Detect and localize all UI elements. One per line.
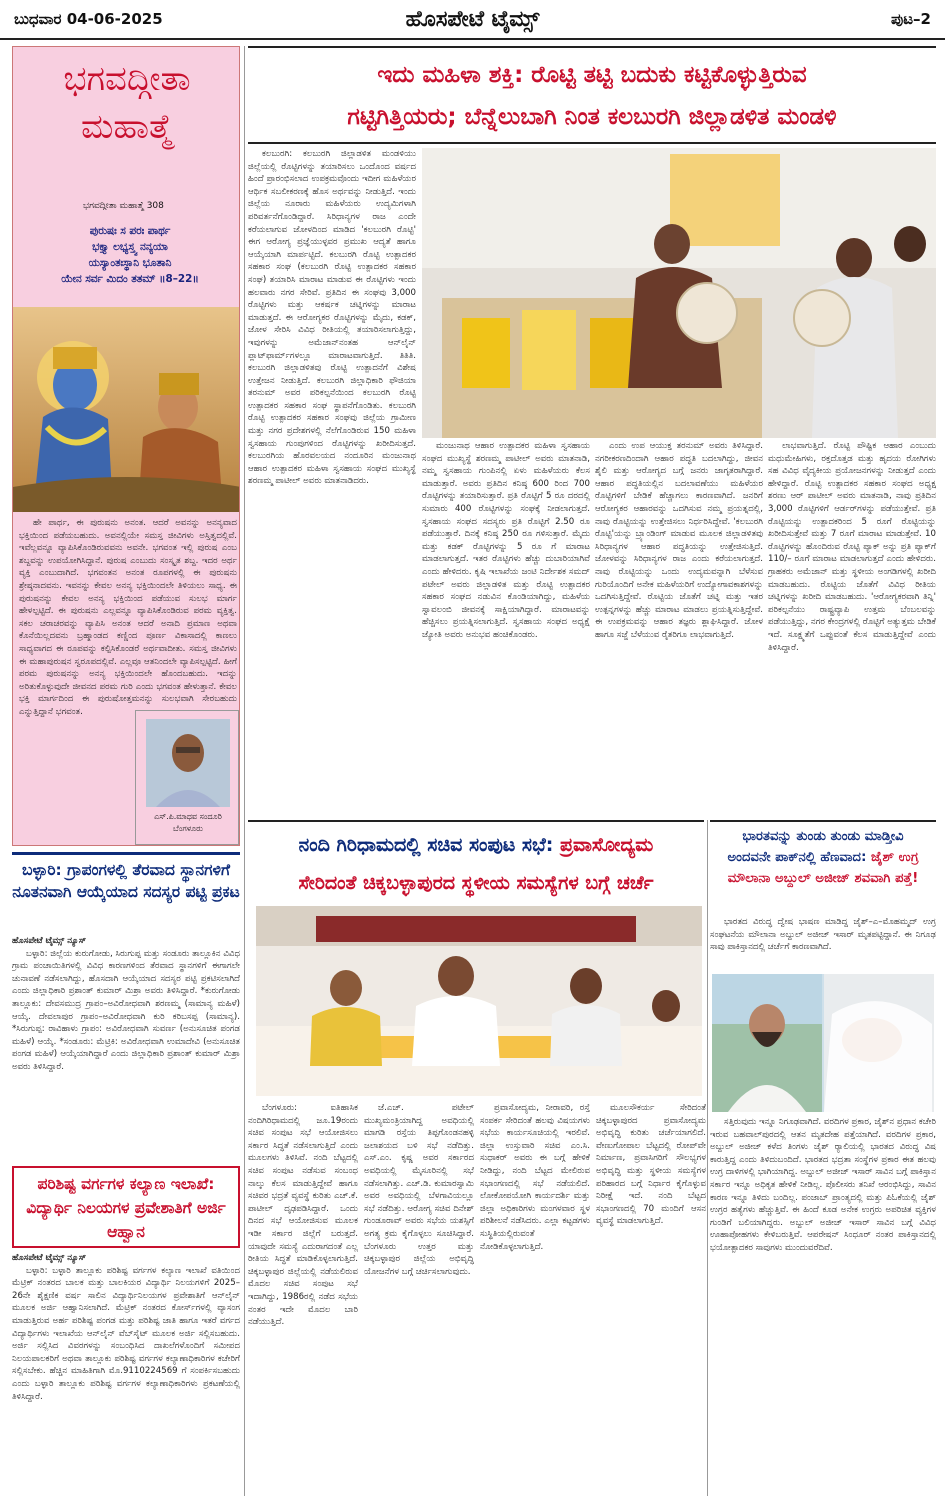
cabinet-meeting-photo (256, 906, 702, 1096)
lead-column-4: ಲಾಭವಾಗುತ್ತಿದೆ. ರೊಟ್ಟಿ ಪೌಷ್ಟಿಕ ಆಹಾರ ಎಂಬುದು ಮಧುಮೇಹಿಗಳು, ರಕ್ತದೊತ್ತಡ ಮತ್ತು ಹೃದಯ ರೋಗಿಗಳು ಸಹ ವಿವಿಧ ವೈದ್ಯಕೀಯ ಪ್ರಯೋಜನಗಳನ್ನು ನೀಡುತ್ತದೆ ಎಂದು ಹೇಳಿದ್ದಾರೆ. ರೊಟ್ಟಿ ಉತ್ಪಾದಕರ ಸಹಕಾರ ಸಂಘದ ಅಧ್ಯಕ್ಷ ಶರಣು ಆರ್ ಪಾಟೀಲ್ ಅವರು ಮಾತನಾಡಿ, ನಾವು ಪ್ರತಿದಿನ 3,000 ರೊಟ್ಟಿಗಳಿಗೆ ಆರ್ಡರ್‌ಗಳನ್ನು ಪಡೆಯುತ್ತೇವೆ. ಪ್ರತಿ ರೊಟ್ಟಿಯನ್ನು ಉತ್ಪಾದಕರಿಂದ 5 ರೂಗೆ ರೊಟ್ಟಿಯನ್ನು ಖರೀದಿಸುತ್ತೇವೆ ಮತ್ತು 7 ರೂಗೆ ಮಾರಾಟ ಮಾಡುತ್ತೇವೆ. 10 ರೊಟ್ಟಿಗಳನ್ನು ಹೊಂದಿರುವ ರೊಟ್ಟಿ ಪ್ಯಾಕ್ ಅನ್ನು ಪ್ರತಿ ಪ್ಯಾಕ್‌ಗೆ 110/– ರೂಗೆ ಮಾರಾಟ ಮಾಡಲಾಗುತ್ತದೆ ಎಂದು ಹೇಳಿದರು. ಗ್ರಾಹಕರು ಅಮೆಜಾನ್ ಮತ್ತು ಸ್ಥಳೀಯ ಅಂಗಡಿಗಳಲ್ಲಿ ಖರೀದಿ ಮಾಡಬಹುದು. ರೊಟ್ಟಿಯ ಜೊತೆಗೆ ವಿವಿಧ ರೀತಿಯ ಚಟ್ನಿಗಳನ್ನು ಖರೀದಿ ಮಾಡಬಹುದು. 'ಆರೋಗ್ಯಕರವಾಗಿ ತಿನ್ನಿ' ಪರಿಕಲ್ಪನೆಯು ರಾಷ್ಟ್ರವ್ಯಾಪಿ ಉತ್ತಮ ಬೆಂಬಲವನ್ನು ಪಡೆಯುತ್ತಿದ್ದು, ನಗರ ಕೇಂದ್ರಗಳಲ್ಲಿ ರೊಟ್ಟಿಗೆ ಅತ್ಯುತ್ತಮ ಬೇಡಿಕೆ ಇದೆ. ಸೂಕ್ಷ್ಮತೆಗೆ ಒಪ್ಪುವಂತೆ ಕೆಲಸ ಮಾಡುತ್ತಿದ್ದೇವೆ ಎಂದು ತಿಳಿಸಿದ್ದಾರೆ. (768, 441, 936, 653)
ballari-body: ಹೊಸಪೇಟೆ ಟೈಮ್ಸ್ ನ್ಯೂಸ್ ಬಳ್ಳಾರಿ: ಜಿಲ್ಲೆಯ ಕುರುಗೋಡು, ಸಿರುಗುಪ್ಪ ಮತ್ತು ಸಂಡೂರು ತಾಲ್ಲೂಕಿನ ವಿವಿಧ ಗ್ರಾಮ ಪಂಚಾಯಿತಿಗಳಲ್ಲಿ ವಿವಿಧ ಕಾರಣಗಳಿಂದ ತೆರವಾದ ಸ್ಥಾನಗಳಿಗೆ ಈಗಾಗಲೇ ಚುನಾವಣೆ ನಡೆಸಲಾಗಿದ್ದು, ಹೊಸದಾಗಿ ಆಯ್ಕೆಯಾದ ಸದಸ್ಯರ ಪಟ್ಟಿ ಪ್ರಕಟಿಸಲಾಗಿದೆ ಎಂದು ಜಿಲ್ಲಾಧಿಕಾರಿ ಪ್ರಶಾಂತ್ ಕುಮಾರ್ ಮಿಶ್ರಾ ಅವರು ತಿಳಿಸಿದ್ದಾರೆ. *ಕುರುಗೋಡು ತಾಲ್ಲೂಕು: ದೇವಸಮುದ್ರ ಗ್ರಾಪಂ–ಅವಿರೋಧವಾಗಿ ಶರಣಮ್ಮ (ಸಾಮಾನ್ಯ ಮಹಿಳೆ) ಆಯ್ಕೆ. ದೇವಲಾಪುರ ಗ್ರಾಪಂ–ಅವಿರೋಧವಾಗಿ ಕುರಿ ಕರಿಬಸಪ್ಪ (ಸಾಮಾನ್ಯ). *ಸಿರುಗುಪ್ಪ: ರಾವಿಹಾಳು ಗ್ರಾಪಂ: ಅವಿರೋಧವಾಗಿ ಸುವರ್ಣ (ಅನುಸೂಚಿತ ಪಂಗಡ ಮಹಿಳೆ) ಆಯ್ಕೆ. *ಸಂಡೂರು: ಮೆಟ್ರಿಕಿ: ಅವಿರೋಧವಾಗಿ ಉಮಾದೇವಿ (ಅನುಸೂಚಿತ ಪಂಗಡ ಮಹಿಳೆ) ಆಯ್ಕೆಯಾಗಿದ್ದಾರೆ ಎಂದು ಜಿಲ್ಲಾಧಿಕಾರಿ ಪ್ರಶಾಂತ್ ಕುಮಾರ್ ಮಿಶ್ರಾ ಅವರು ತಿಳಿಸಿದ್ದಾರೆ. (12, 936, 240, 1072)
lead-headline: ಇದು ಮಹಿಳಾ ಶಕ್ತಿ: ರೊಟ್ಟಿ ತಟ್ಟಿ ಬದುಕು ಕಟ್ಟಿಕೊಳ್ಳುತ್ತಿರುವ ಗಟ್ಟಿಗಿತ್ತಿಯರು; ಬೆನ್ನೆಲುಬಾಗಿ ನಿಂತ ಕಲಬುರಗಿ ಜಿಲ್ಲಾಡಳಿತ ಮಂಡಳಿ (248, 46, 936, 144)
lead-column-1: ಕಲಬುರಗಿ: ಕಲಬುರಗಿ ಜಿಲ್ಲಾಡಳಿತ ಮಂಡಳಿಯು ಜಿಲ್ಲೆಯಲ್ಲಿ ರೊಟ್ಟಿಗಳನ್ನು ತಯಾರಿಸಲು ಒಂದೊಂದ ವರ್ಷದ ಹಿಂದೆ ಪ್ರಾರಂಭಿಸಲಾದ ಉಪಕ್ರಮವೊಂದು ಇದೀಗ ಮಹಿಳೆಯರ ಆರ್ಥಿಕ ಸಬಲೀಕರಣಕ್ಕೆ ಹೊಸ ಅರ್ಥವನ್ನು ನೀಡುತ್ತಿದೆ. ಇಂದು ಜಿಲ್ಲೆಯ ನೂರಾರು ಮಹಿಳೆಯರು ಉದ್ಯಮಿಗಳಾಗಿ ಪರಿವರ್ತನೆಗೊಂಡಿದ್ದಾರೆ. ಸಿರಿಧಾನ್ಯಗಳ ರಾಜ ಎಂದೇ ಕರೆಯಲಾಗುವ ಜೋಳದಿಂದ ಮಾಡಿದ 'ಕಲಬುರಗಿ ರೊಟ್ಟಿ' ಈಗ ಆರೋಗ್ಯ ಪ್ರಜ್ಞೆಯುಳ್ಳವರ ಪ್ರಮುಖ ಆದ್ಯತೆ ಹಾಗೂ ಆಯ್ಕೆಯಾಗಿ ಮಾರ್ಪಟ್ಟಿದೆ. ಕಲಬುರಗಿ ರೊಟ್ಟಿ ಉತ್ಪಾದಕರ ಸಹಕಾರ ಸಂಘ (ಕಲಬುರಗಿ ರೊಟ್ಟಿ ಉತ್ಪಾದಕರ ಸಹಕಾರ ಸಂಘ) ತಯಾರಿಸಿ ಮಾರಾಟ ಮಾಡುವ ಈ ರೊಟ್ಟಿಗಳು ಇಂದು ಹಲವಾರು ನಗರ ಸೇರಿವೆ. ಪ್ರತಿದಿನ ಈ ಸಂಘವು 3,000 ರೊಟ್ಟಿಗಳು ಮತ್ತು ಆಕರ್ಷಕ ಚಟ್ನಿಗಳನ್ನು ಮಾರಾಟ ಮಾಡುತ್ತದೆ. ಈ ಆರೋಗ್ಯಕರ ರೊಟ್ಟಿಗಳನ್ನು ಮೈದು, ಕಡಕ್, ಜೋಳ ಸೇರಿಸಿ ವಿವಿಧ ರೀತಿಯಲ್ಲಿ ತಯಾರಿಸಲಾಗುತ್ತಿದ್ದು, ಇವುಗಳನ್ನು ಅಮೆಜಾನ್‌ನಂತಹ ಆನ್‌ಲೈನ್ ಪ್ಲಾಟ್‌ಫಾರ್ಮ್‌ಗಳಲ್ಲೂ ಮಾರಾಟವಾಗುತ್ತಿದೆ. ತಿತಿತಿ. ಕಲಬುರಗಿ ಜಿಲ್ಲಾಡಳಿತವು ರೊಟ್ಟಿ ಉತ್ಪಾದನೆಗೆ ವಿಶೇಷ ಉತ್ತೇಜನ ನೀಡುತ್ತಿದೆ. ಕಲಬುರಗಿ ಜಿಲ್ಲಾಧಿಕಾರಿ ಫೌಜಿಯಾ ತರನುಮ್ ಅವರ ಪರಿಕಲ್ಪನೆಯಿಂದ ಕಲಬುರಗಿ ರೊಟ್ಟಿ ಉತ್ಪಾದಕರ ಸಹಕಾರ ಸಂಘ ಸ್ಥಾಪನೆಗೊಂಡಿತು. ಕಲಬುರಗಿ ರೊಟ್ಟಿ ಉತ್ಪಾದಕರ ಸಹಕಾರ ಸಂಘವು ಜಿಲ್ಲೆಯ ಗ್ರಾಮೀಣ ಮತ್ತು ನಗರ ಪ್ರದೇಶಗಳಲ್ಲಿ ನೆಲೆಗೊಂಡಿರುವ 150 ಮಹಿಳಾ ಸ್ವಸಹಾಯ ಗುಂಪುಗಳಿಂದ ರೊಟ್ಟಿಗಳನ್ನು ಖರೀದಿಸುತ್ತದೆ. ಕಲಬುರಗಿಯ ಹೊರವಲಯದ ನಂದೂರಿನ ಮಂಜುನಾಥ ಆಹಾರ ಉತ್ಪಾದಕರ ಮಹಿಳಾ ಸ್ವಸಹಾಯ ಸಂಘದ ಮುಖ್ಯಸ್ಥೆ ಶರಣಮ್ಮ ಪಾಟೀಲ್ ಅವರು ಮಾತನಾಡಿದರು. (248, 149, 416, 487)
gita-title: ಭಗವದ್ಗೀತಾ ಮಹಾತ್ಮೆ (63, 59, 191, 147)
krishna-arjuna-illustration (13, 307, 240, 512)
nandi-column-4: ಮೂಲಸೌಕರ್ಯ ಸೇರಿದಂತೆ ಚಿಕ್ಕಬಳ್ಳಾಪುರದ ಪ್ರವಾಸೋದ್ಯಮ ಅಭಿವೃದ್ಧಿ ಕುರಿತು ಚರ್ಚೆಯಾಗಲಿದೆ. ವೇಣುಗೋಪಾಲ ಬೆಟ್ಟದಲ್ಲಿ ರೋಪ್‌ವೇ ನಿರ್ಮಾಣ, ಪ್ರವಾಸಿಗರಿಗೆ ಸೌಲಭ್ಯಗಳ ಅಭಿವೃದ್ಧಿ ಮತ್ತು ಸ್ಥಳೀಯ ಸಮಸ್ಯೆಗಳ ಪರಿಹಾರದ ಬಗ್ಗೆ ನಿರ್ಧಾರ ಕೈಗೊಳ್ಳುವ ನಿರೀಕ್ಷೆ ಇದೆ. ನಂದಿ ಬೆಟ್ಟದ ಸಭಾಂಗಣದಲ್ಲಿ 70 ಮಂದಿಗೆ ಆಸನ ವ್ಯವಸ್ಥೆ ಮಾಡಲಾಗುತ್ತಿದೆ. (596, 1103, 706, 1227)
jaish-intro: ಭಾರತದ ವಿರುದ್ಧ ದ್ವೇಷ ಭಾಷಣ ಮಾಡಿದ್ದ ಜೈಶ್–ಎ–ಮೊಹಮ್ಮದ್ ಉಗ್ರ ಸಂಘಟನೆಯ ಮೌಲಾನಾ ಅಬ್ದುಲ್ ಅಜೀಜ್ ಇಸಾರ್ ಮೃತಪಟ್ಟಿದ್ದಾನೆ. ಈ ನಿಗೂಢ ಸಾವು ಪಾಕಿಸ್ತಾನದಲ್ಲಿ ಚರ್ಚೆಗೆ ಕಾರಣವಾಗಿದೆ. (710, 917, 936, 953)
masthead (0, 0, 945, 40)
ballari-byline: ಹೊಸಪೇಟೆ ಟೈಮ್ಸ್ ನ್ಯೂಸ್ (12, 936, 87, 946)
parishista-byline: ಹೊಸಪೇಟೆ ಟೈಮ್ಸ್ ನ್ಯೂಸ್ (12, 1253, 87, 1263)
gita-column (12, 46, 240, 846)
author-box (135, 710, 239, 845)
gita-subtitle: ಭಗವದ್ಗೀತಾ ಮಹಾತ್ಮೆ 308 (83, 201, 164, 211)
ballari-headline: ಬಳ್ಳಾರಿ: ಗ್ರಾಪಂಗಳಲ್ಲಿ ತೆರವಾದ ಸ್ಥಾನಗಳಿಗೆ ನೂತನವಾಗಿ ಆಯ್ಕೆಯಾದ ಸದಸ್ಯರ ಪಟ್ಟಿ ಪ್ರಕಟ (12, 852, 240, 903)
nandi-column-3: ಪ್ರವಾಸೋದ್ಯಮ, ನೀರಾವರಿ, ರಸ್ತೆ ಸಂಪರ್ಕ ಸೇರಿದಂತೆ ಹಲವು ವಿಷಯಗಳು ಸಭೆಯ ಕಾರ್ಯಸೂಚಿಯಲ್ಲಿ ಇರಲಿವೆ. ಜಿಲ್ಲಾ ಉಸ್ತುವಾರಿ ಸಚಿವ ಎಂ.ಸಿ. ಸುಧಾಕರ್ ಅವರು ಈ ಬಗ್ಗೆ ಹೇಳಿಕೆ ನೀಡಿದ್ದು, ನಂದಿ ಬೆಟ್ಟದ ಮೇಲಿರುವ ಸಭಾಂಗಣದಲ್ಲಿ ಸಭೆ ನಡೆಯಲಿದೆ. ಲೋಕೋಪಯೋಗಿ ಕಾರ್ಯದರ್ಶಿ ಮತ್ತು ಜಿಲ್ಲಾ ಅಧಿಕಾರಿಗಳು ಮಂಗಳವಾರ ಸ್ಥಳ ಪರಿಶೀಲನೆ ನಡೆಸಿದರು. ಎಲ್ಲಾ ಕಟ್ಟಡಗಳು ಸುಸ್ಥಿತಿಯಲ್ಲಿರುವಂತೆ ನೋಡಿಕೊಳ್ಳಲಾಗುತ್ತಿದೆ. (480, 1103, 590, 1252)
parishista-body: ಹೊಸಪೇಟೆ ಟೈಮ್ಸ್ ನ್ಯೂಸ್ ಬಳ್ಳಾರಿ: ಬಳ್ಳಾರಿ ತಾಲ್ಲೂಕು ಪರಿಶಿಷ್ಟ ವರ್ಗಗಳ ಕಲ್ಯಾಣ ಇಲಾಖೆ ವತಿಯಿಂದ ಮೆಟ್ರಿಕ್ ನಂತರದ ಬಾಲಕ ಮತ್ತು ಬಾಲಕಿಯರ ವಿದ್ಯಾರ್ಥಿ ನಿಲಯಗಳಿಗೆ 2025–26ನೇ ಶೈಕ್ಷಣಿಕ ವರ್ಷ ಸಾಲಿನ ವಿದ್ಯಾರ್ಥಿನಿಲಯಗಳ ಪ್ರವೇಶಾತಿಗೆ ಆನ್‌ಲೈನ್ ಮೂಲಕ ಅರ್ಜಿ ಆಹ್ವಾನಿಸಲಾಗಿದೆ. ಮೆಟ್ರಿಕ್ ನಂತರದ ಕೋರ್ಸ್‌ಗಳಲ್ಲಿ ವ್ಯಾಸಂಗ ಮಾಡುತ್ತಿರುವ ಅರ್ಹ ಪರಿಶಿಷ್ಟ ಪಂಗಡ ಮತ್ತು ಪರಿಶಿಷ್ಟ ಜಾತಿ ಹಾಗೂ ಇತರೆ ವರ್ಗದ ವಿದ್ಯಾರ್ಥಿಗಳು ಇಲಾಖೆಯ ಆನ್‌ಲೈನ್ ವೆಬ್‌ಸೈಟ್ ಮೂಲಕ ಅರ್ಜಿ ಸಲ್ಲಿಸಬಹುದು. ಅರ್ಜಿ ಸಲ್ಲಿಸಿದ ವಿವರಗಳನ್ನು ಸಂಬಂಧಿಸಿದ ದಾಖಲೆಗಳೊಂದಿಗೆ ಸಮೀಪದ ನಿಲಯಪಾಲಕರಿಗೆ ಅಥವಾ ತಾಲ್ಲೂಕು ಪರಿಶಿಷ್ಟ ವರ್ಗಗಳ ಕಲ್ಯಾಣಾಧಿಕಾರಿಗಳ ಕಚೇರಿಗೆ ಸಲ್ಲಿಸಬೇಕು. ಹೆಚ್ಚಿನ ಮಾಹಿತಿಗಾಗಿ ಮೊ.9110224569 ಗೆ ಸಂಪರ್ಕಿಸಬಹುದು ಎಂದು ಬಳ್ಳಾರಿ ತಾಲ್ಲೂಕು ಪರಿಶಿಷ್ಟ ವರ್ಗಗಳ ಕಲ್ಯಾಣಾಧಿಕಾರಿಗಳು ಪ್ರಕಟಣೆಯಲ್ಲಿ ತಿಳಿಸಿದ್ದಾರೆ. (12, 1253, 240, 1402)
author-name: ಎಸ್.ಪಿ.ಮಾಧವ ಸಂದೂರಿ ಬೆಂಗಳೂರು (154, 812, 222, 833)
jaish-photo (712, 974, 934, 1112)
author-photo (146, 719, 230, 807)
jaish-body: ಸತ್ತಿರುವುದು ಇನ್ನೂ ನಿಗೂಢವಾಗಿದೆ. ವರದಿಗಳ ಪ್ರಕಾರ, ಜೈಶ್‌ನ ಪ್ರಧಾನ ಕಚೇರಿ ಇರುವ ಬಹವಾಲ್‌ಪುರದಲ್ಲಿ ಆತನ ಮೃತದೇಹ ಪತ್ತೆಯಾಗಿದೆ. ವರದಿಗಳ ಪ್ರಕಾರ, ಅಬ್ದುಲ್ ಅಜೀಜ್ ಕಳೆದ ತಿಂಗಳು ಜೈಶ್ ರ್‍ಯಾಲಿಯಲ್ಲಿ ಭಾರತದ ವಿರುದ್ಧ ವಿಷ ಕಾರುತ್ತಿದ್ದ ಎಂದು ತಿಳಿದುಬಂದಿದೆ. ಭಾರತದ ಭದ್ರತಾ ಸಂಸ್ಥೆಗಳ ಪ್ರಕಾರ ಈತ ಹಲವು ಉಗ್ರ ದಾಳಿಗಳಲ್ಲಿ ಭಾಗಿಯಾಗಿದ್ದ. ಅಬ್ದುಲ್ ಅಜೀಜ್ ಇಸಾರ್ ಸಾವಿನ ಬಗ್ಗೆ ಪಾಕಿಸ್ತಾನ ಸರ್ಕಾರ ಇನ್ನೂ ಅಧಿಕೃತ ಹೇಳಿಕೆ ನೀಡಿಲ್ಲ. ಪೊಲೀಸರು ತನಿಖೆ ಆರಂಭಿಸಿದ್ದು, ಸಾವಿನ ಕಾರಣ ಇನ್ನೂ ತಿಳಿದು ಬಂದಿಲ್ಲ. ಪಂಜಾಬ್ ಪ್ರಾಂತ್ಯದಲ್ಲಿ ಮತ್ತು ಪಿಓಕೆಯಲ್ಲಿ ಜೈಶ್ ಉಗ್ರರ ಹತ್ಯೆಗಳು ಹೆಚ್ಚುತ್ತಿವೆ. ಈ ಹಿಂದೆ ಕೂಡ ಅನೇಕ ಉಗ್ರರು ಅಪರಿಚಿತ ವ್ಯಕ್ತಿಗಳ ಗುಂಡಿಗೆ ಬಲಿಯಾಗಿದ್ದರು. ಅಬ್ದುಲ್ ಅಜೀಜ್ ಇಸಾರ್ ಸಾವಿನ ಬಗ್ಗೆ ವಿವಿಧ ಊಹಾಪೋಹಗಳು ಕೇಳಿಬರುತ್ತಿವೆ. ಆಪರೇಷನ್ ಸಿಂಧೂರ್ ನಂತರ ಪಾಕಿಸ್ತಾನದಲ್ಲಿ ಭಯೋತ್ಪಾದಕರ ಸಾವುಗಳು ಮುಂದುವರೆದಿವೆ. (710, 1117, 936, 1253)
gita-body: ಹೇ ಪಾರ್ಥ, ಈ ಪುರುಷನು ಅನಂತ. ಆದರೆ ಅವನನ್ನು ಅನನ್ಯವಾದ ಭಕ್ತಿಯಿಂದ ಪಡೆಯಬಹುದು. ಅವನಲ್ಲಿಯೇ ಸಮಸ್ತ ಜೀವಿಗಳು ಅಸ್ತಿತ್ವದಲ್ಲಿವೆ. ಇವೆಲ್ಲವನ್ನೂ ವ್ಯಾಪಿಸಿಕೊಂಡಿರುವವನು ಅವನೇ. ಭಗವಂತ ಇಲ್ಲಿ ಪುರುಷ ಎಂಬ ಶಬ್ದವನ್ನು ಉಪಯೋಗಿಸಿದ್ದಾನೆ. ಪುರುಷ ಎಂಬುದು ಸಂಸ್ಕೃತ ಶಬ್ದ. ಇದರ ಅರ್ಥ ವ್ಯಕ್ತಿ ಎಂಬುದಾಗಿದೆ. ಭಗವಂತನ ಅನಂತ ರೂಪಗಳಲ್ಲಿ ಈ ಪುರುಷನು ಶ್ರೇಷ್ಠನಾದವನು. ಇವನನ್ನು ಕೇವಲ ಅನನ್ಯ ಭಕ್ತಿಯಿಂದಲೇ ತಿಳಿಯಲು ಸಾಧ್ಯ. ಈ ಪುರುಷನನ್ನು ಕೇವಲ ಅನನ್ಯ ಭಕ್ತಿಯಿಂದ ಪಡೆಯುವ ಸುಲಭ ಮಾರ್ಗ ಹೇಳಲ್ಪಟ್ಟಿದೆ. ಈ ಪುರುಷನು ಎಲ್ಲವನ್ನೂ ವ್ಯಾಪಿಸಿಕೊಂಡಿರುವ ಪರಮ ವ್ಯಕ್ತಿತ್ವ. ಸಕಲ ಚರಾಚರವನ್ನು ವ್ಯಾಪಿಸಿ ಅನಂತ ಆದರೆ ಅನಾದಿ ಪ್ರಮಾಣ ಅಥವಾ ಕೊನೆಯಿಲ್ಲದವನು ಬ್ರಹ್ಮಾಂಡದ ಕಣ್ಣಿಂದ ಪೂರ್ಣ ವಿಕಾಸಾದಲ್ಲಿ ಕಾಣಲು ಸಾಧ್ಯವಾಗದ ಈ ರೂಪವನ್ನು ಕಲ್ಪಿಸಿಕೊಂಡರೆ ಅರ್ಥವಾದೀತು. ಸಮಸ್ತ ಜೀವಿಗಳು ಈ ಮಹಾಪುರುಷನ ಸ್ವರೂಪದಲ್ಲಿವೆ. ಎಲ್ಲವೂ ಆತನಿಂದಲೇ ವ್ಯಾಪಿಸಲ್ಪಟ್ಟಿದೆ. ಹೀಗೆ ಪರಮ ಪುರುಷನನ್ನು ಅನನ್ಯ ಭಕ್ತಿಯಿಂದಲೇ ಹೊಂದಬಹುದು. ಇದನ್ನು ಅರಿತುಕೊಳ್ಳುವುದೇ ಜೀವನದ ಪರಮ ಗುರಿ ಎಂದು ಭಗವಂತ ಹೇಳುತ್ತಾನೆ. ಕೇವಲ ಭಕ್ತಿ ಮಾರ್ಗದಿಂದ ಈ ಪುರುಷೋತ್ತಮನನ್ನು ಸುಲಭವಾಗಿ ಸೇರಬಹುದು ಎನ್ನುತ್ತಿದ್ದಾನೆ ಭಗವಂತ. (19, 518, 237, 717)
nandi-column-2: ಜೆ.ಎಚ್. ಪಟೇಲ್ ಮುಖ್ಯಮಂತ್ರಿಯಾಗಿದ್ದ ಅವಧಿಯಲ್ಲಿ ಮಾಗಡಿ ರಸ್ತೆಯ ತಿಪ್ಪಗೊಂಡನಹಳ್ಳಿ ಜಲಾಶಯದ ಬಳಿ ಸಭೆ ನಡೆದಿತ್ತು. ಎಸ್.ಎಂ. ಕೃಷ್ಣ ಅವರ ಸರ್ಕಾರದ ಅವಧಿಯಲ್ಲಿ ಮೈಸೂರಿನಲ್ಲಿ ಸಭೆ ನಡೆಸಲಾಗಿತ್ತು. ಎಚ್.ಡಿ. ಕುಮಾರಸ್ವಾಮಿ ಅವರ ಅವಧಿಯಲ್ಲಿ ಬೆಳಗಾವಿಯಲ್ಲೂ ಸಭೆ ನಡೆದಿತ್ತು. ಆರೋಗ್ಯ ಸಚಿವ ದಿನೇಶ್ ಗುಂಡೂರಾವ್ ಅವರು ಸಭೆಯ ಯಶಸ್ಸಿಗೆ ಅಗತ್ಯ ಕ್ರಮ ಕೈಗೊಳ್ಳಲು ಸೂಚಿಸಿದ್ದಾರೆ. ಬೆಂಗಳೂರು ಉತ್ತರ ಮತ್ತು ಚಿಕ್ಕಬಳ್ಳಾಪುರ ಜಿಲ್ಲೆಯ ಅಭಿವೃದ್ಧಿ ಯೋಜನೆಗಳ ಬಗ್ಗೆ ಚರ್ಚಿಸಲಾಗುವುದು. (364, 1103, 474, 1277)
page-number: ಪುಟ–2 (891, 10, 931, 28)
lead-photo-roti-stall (422, 148, 936, 438)
parishista-headline: ಪರಿಶಿಷ್ಟ ವರ್ಗಗಳ ಕಲ್ಯಾಣ ಇಲಾಖೆ: ವಿದ್ಯಾರ್ಥಿ ನಿಲಯಗಳ ಪ್ರವೇಶಾತಿಗೆ ಅರ್ಜಿ ಆಹ್ವಾನ (12, 1166, 240, 1248)
issue-date: ಬುಧವಾರ 04-06-2025 (14, 10, 163, 28)
column-divider (707, 820, 708, 1496)
lead-column-2: ಮಂಜುನಾಥ ಆಹಾರ ಉತ್ಪಾದಕರ ಮಹಿಳಾ ಸ್ವಸಹಾಯ ಸಂಘದ ಮುಖ್ಯಸ್ಥೆ ಶರಣಮ್ಮ ಪಾಟೀಲ್ ಅವರು ಮಾತನಾಡಿ, ನಮ್ಮ ಸ್ವಸಹಾಯ ಗುಂಪಿನಲ್ಲಿ ಏಳು ಮಹಿಳೆಯರು ಕೆಲಸ ಮಾಡುತ್ತಾರೆ. ಅವರು ಪ್ರತಿದಿನ ಕನಿಷ್ಠ 600 ರಿಂದ 700 ರೊಟ್ಟಿಗಳನ್ನು ತಯಾರಿಸುತ್ತಾರೆ. ಪ್ರತಿ ರೊಟ್ಟಿಗೆ 5 ರೂ ದರದಲ್ಲಿ ಸುಮಾರು 400 ರೊಟ್ಟಿಗಳನ್ನು ಸಂಘಕ್ಕೆ ನೀಡಲಾಗುತ್ತದೆ. ಸ್ವಸಹಾಯ ಸಂಘದ ಸದಸ್ಯರು ಪ್ರತಿ ರೊಟ್ಟಿಗೆ 2.50 ರೂ ಪಡೆಯುತ್ತಾರೆ. ದಿನಕ್ಕೆ ಕನಿಷ್ಠ 250 ರೂ ಗಳಿಸುತ್ತಾರೆ. ಮೈದು ಮತ್ತು ಕಡಕ್ ರೊಟ್ಟಿಗಳನ್ನು 5 ರೂ ಗೆ ಮಾರಾಟ ಮಾಡಲಾಗುತ್ತದೆ. ಇತರ ರೊಟ್ಟಿಗಳು ಹೆಚ್ಚು ದುಬಾರಿಯಾಗಿವೆ ಎಂದು ಹೇಳಿದರು. ಕೃಷಿ ಇಲಾಖೆಯ ಜಂಟಿ ನಿರ್ದೇಶಕ ಸಮದ್ ಪಟೇಲ್ ಅವರು ಜಿಲ್ಲಾಡಳಿತ ಮತ್ತು ರೊಟ್ಟಿ ಉತ್ಪಾದಕರ ಸಹಕಾರ ಸಂಘದ ನಡುವಿನ ಕೊಂಡಿಯಾಗಿದ್ದು, ಮಹಿಳೆಯ ಸ್ವಾವಲಂಬಿ ಜೀವನಕ್ಕೆ ಸಾಕ್ಷಿಯಾಗಿದ್ದಾರೆ. ಮಾರಾಟವನ್ನು ಹೆಚ್ಚಿಸಲು ಪ್ರಯತ್ನಿಸಲಾಗುತ್ತಿದೆ. ಸ್ವಸಹಾಯ ಸಂಘದ ಅಧ್ಯಕ್ಷೆ ಜ್ಯೋತಿ ಅವರು ಅನುಭವ ಹಂಚಿಕೊಂಡರು. (422, 441, 590, 640)
nandi-headline: ನಂದಿ ಗಿರಿಧಾಮದಲ್ಲಿ ಸಚಿವ ಸಂಪುಟ ಸಭೆ: ಪ್ರವಾಸೋದ್ಯಮ ಸೇರಿದಂತೆ ಚಿಕ್ಕಬಳ್ಳಾಪುರದ ಸ್ಥಳೀಯ ಸಮಸ್ಯೆಗಳ ಬಗ್ಗೆ ಚರ್ಚೆ (248, 820, 704, 904)
gita-shloka: ಪುರುಷಃ ಸ ಪರಃ ಪಾರ್ಥ ಭಕ್ತ್ಯಾ ಲಭ್ಯಸ್ತ್ವ ನನ್ಯಯಾ ಯಸ್ಯಾಂತಃಸ್ಥಾನಿ ಭೂತಾನಿ ಯೇನ ಸರ್ವ ಮಿದಂ ತತಮ್ ॥8–22॥ (61, 225, 199, 285)
newspaper-name: ಹೊಸಪೇಟೆ ಟೈಮ್ಸ್ (405, 6, 540, 32)
jaish-headline: ಭಾರತವನ್ನು ತುಂಡು ತುಂಡು ಮಾಡ್ತೀವಿ ಅಂದವನೇ ಪಾಕ್‌ನಲ್ಲಿ ಹೆಣವಾದ: ಜೈಶ್ ಉಗ್ರ ಮೌಲಾನಾ ಅಬ್ದುಲ್ ಅಜೀಜ್ ಶವವಾಗಿ ಪತ್ತೆ! (710, 820, 936, 910)
lead-column-3: ಎಂದು ಉಪ ಆಯುಕ್ತ ತರನುಮ್ ಅವರು ತಿಳಿಸಿದ್ದಾರೆ. ನಗರೀಕರಣದಿಂದಾಗಿ ಆಹಾರ ಪದ್ಧತಿ ಬದಲಾಗಿದ್ದು, ಜೀವನ ಶೈಲಿ ಮತ್ತು ಆರೋಗ್ಯದ ಬಗ್ಗೆ ಜನರು ಜಾಗೃತರಾಗಿದ್ದಾರೆ. ಆಹಾರ ಪದ್ಧತಿಯಲ್ಲಿನ ಬದಲಾವಣೆಯು ಮಹಿಳೆಯರ ರೊಟ್ಟಿಗಳಿಗೆ ಬೇಡಿಕೆ ಹೆಚ್ಚಾಗಲು ಕಾರಣವಾಗಿದೆ. ಜನರಿಗೆ ಆರೋಗ್ಯಕರ ಆಹಾರವನ್ನು ಒದಗಿಸುವ ನಮ್ಮ ಪ್ರಯತ್ನದಲ್ಲಿ, ನಾವು ರೊಟ್ಟಿಯನ್ನು ಉತ್ತೇಜಿಸಲು ನಿರ್ಧರಿಸಿದ್ದೇವೆ. 'ಕಲಬುರಗಿ ರೊಟ್ಟಿ'ಯನ್ನು ಬ್ರ್ಯಾಂಡಿಂಗ್ ಮಾಡುವ ಮೂಲಕ ಜಿಲ್ಲಾಡಳಿತವು ಸಿರಿಧಾನ್ಯಗಳ ಆಹಾರ ಪದ್ಧತಿಯನ್ನು ಉತ್ತೇಜಿಸುತ್ತಿದೆ. ಜೋಳವನ್ನು ಸಿರಿಧಾನ್ಯಗಳ ರಾಜ ಎಂದು ಕರೆಯಲಾಗುತ್ತದೆ. ನಾವು ರೊಟ್ಟಿಯನ್ನು ಒಂದು ಉದ್ಯಮವನ್ನಾಗಿ ಬೆಳೆಸುವ ಗುರಿಯೊಂದಿಗೆ ಅನೇಕ ಮಹಿಳೆಯರಿಗೆ ಉದ್ಯೋಗಾವಕಾಶಗಳನ್ನು ಒದಗಿಸುತ್ತಿದ್ದೇವೆ. ರೊಟ್ಟಿಯ ಜೊತೆಗೆ ಚಟ್ನಿ ಮತ್ತು ಇತರ ಉತ್ಪನ್ನಗಳನ್ನು ಹೆಚ್ಚು ಮಾರಾಟ ಮಾಡಲು ಪ್ರಯತ್ನಿಸುತ್ತಿದ್ದೇವೆ. ಈ ಉಪಕ್ರಮವನ್ನು ಆಹಾರ ತಜ್ಞರು ಶ್ಲಾಘಿಸಿದ್ದಾರೆ. ಜೋಳ ಹಾಗೂ ಸಜ್ಜೆ ಬೆಳೆಯುವ ರೈತರಿಗೂ ಲಾಭವಾಗುತ್ತಿದೆ. (595, 441, 763, 640)
column-divider (244, 46, 245, 1496)
nandi-column-1: ಬೆಂಗಳೂರು: ಐತಿಹಾಸಿಕ ನಂದಿಗಿರಿಧಾಮದಲ್ಲಿ ಜೂ.19ರಂದು ಸಚಿವ ಸಂಪುಟ ಸಭೆ ಆಯೋಜಿಸಲು ಸರ್ಕಾರ ಸಿದ್ಧತೆ ನಡೆಸಲಾಗುತ್ತಿದೆ ಎಂದು ಮೂಲಗಳು ತಿಳಿಸಿವೆ. ನಂದಿ ಬೆಟ್ಟದಲ್ಲಿ ಸಚಿವ ಸಂಪುಟ ನಡೆಸುವ ಸಂಬಂಧ ನಾಲ್ಕು ಕೆಲಸ ಮಾಡುತ್ತಿದ್ದೇವೆ ಹಾಗೂ ಸಚಿವರ ಭದ್ರತೆ ವ್ಯವಸ್ಥೆ ಕುರಿತು ಎಚ್.ಕೆ. ಪಾಟೀಲ್ ದೃಢಪಡಿಸಿದ್ದಾರೆ. ಒಂದು ದಿನದ ಸಭೆ ಆಯೋಜಿಸುವ ಮೂಲಕ ಇಡೀ ಸರ್ಕಾರ ಜಿಲ್ಲೆಗೆ ಬರುತ್ತದೆ. ಯಾವುದೇ ಸಮಸ್ಯೆ ಎದುರಾಗದಂತೆ ಎಲ್ಲ ರೀತಿಯ ಸಿದ್ಧತೆ ಮಾಡಿಕೊಳ್ಳಲಾಗುತ್ತಿದೆ. ಚಿಕ್ಕಬಳ್ಳಾಪುರ ಜಿಲ್ಲೆಯಲ್ಲಿ ನಡೆಯಲಿರುವ ಮೊದಲ ಸಚಿವ ಸಂಪುಟ ಸಭೆ ಇದಾಗಿದ್ದು, 1986ರಲ್ಲಿ ನಡೆದ ಸಭೆಯ ನಂತರ ಇದೇ ಮೊದಲ ಬಾರಿ ನಡೆಯುತ್ತಿದೆ. (248, 1103, 358, 1328)
